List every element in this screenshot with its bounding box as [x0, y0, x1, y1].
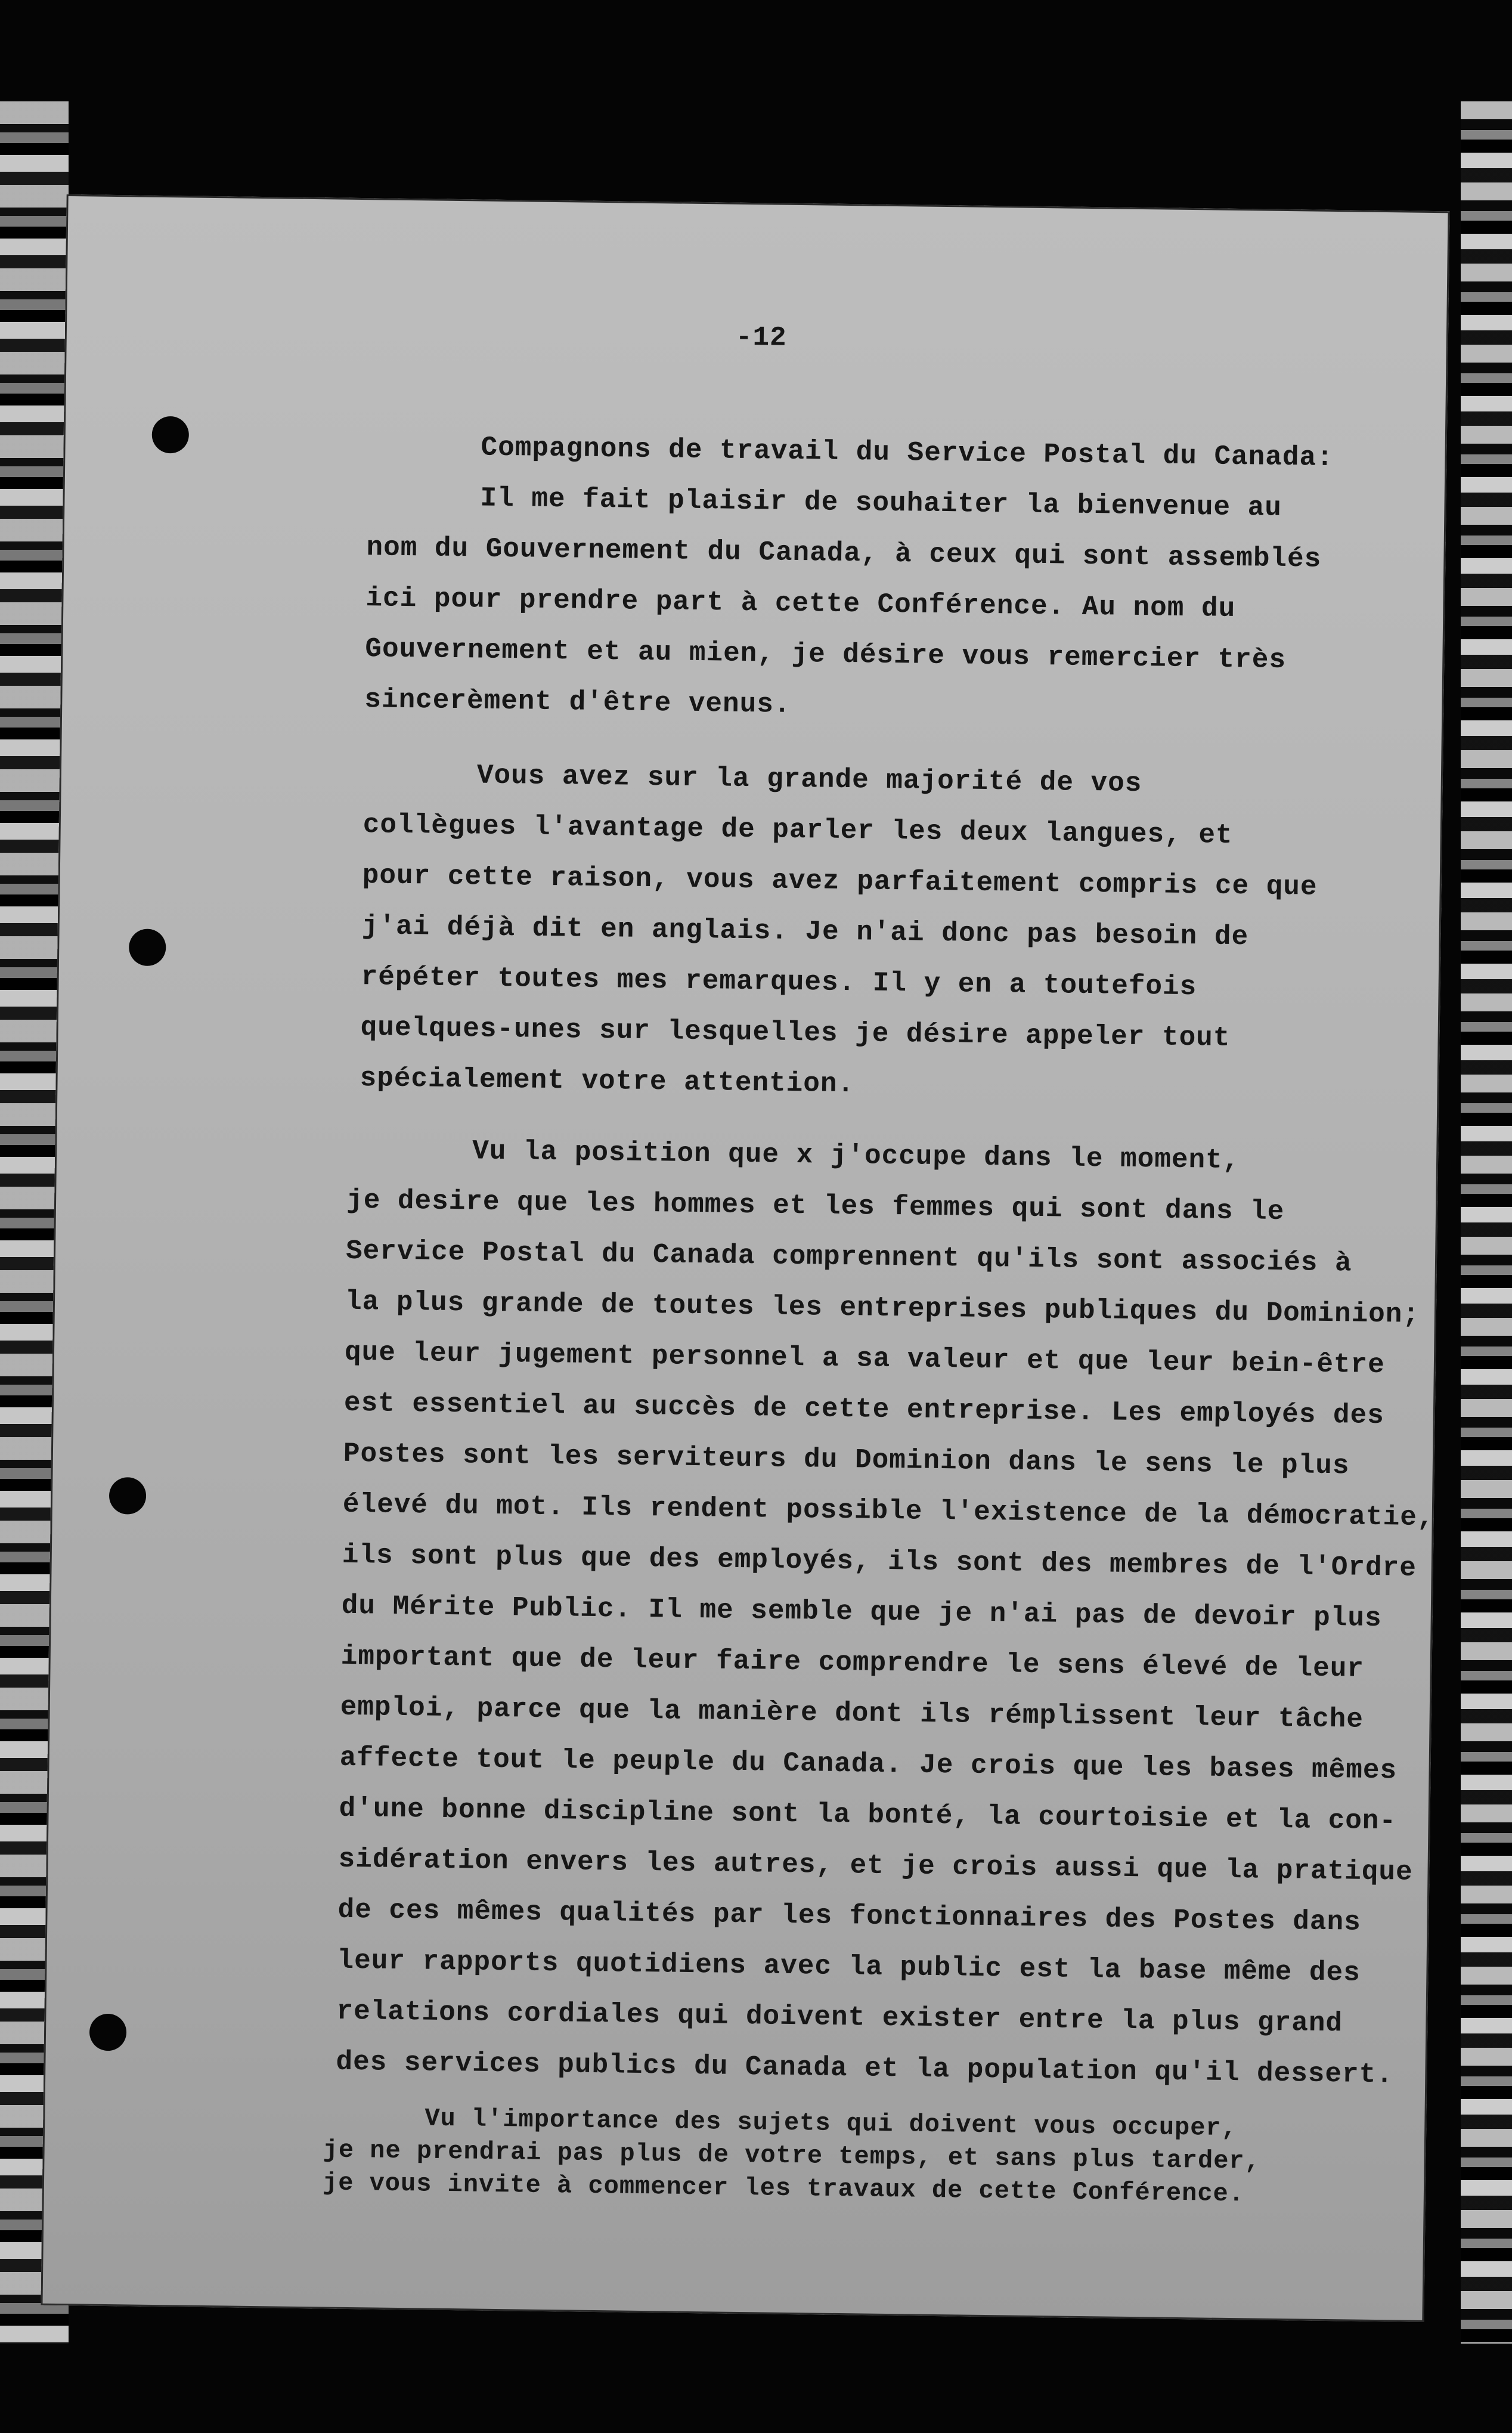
paragraph-line: Postes sont les serviteurs du Dominion dans le sens le plus: [343, 1438, 1350, 1482]
paragraph-line: répéter toutes mes remarques. Il y en a toutefois: [361, 961, 1197, 1003]
paragraph-line: sincerèment d'être venus.: [364, 684, 791, 720]
paragraph-line: je desire que les hommes et les femmes qui sont dans le: [346, 1184, 1285, 1228]
document-page: [41, 194, 1449, 2322]
paragraph-line: leur rapports quotidiens avec la public est la base même des: [337, 1945, 1361, 1989]
paragraph-line: je ne prendrai pas plus de votre temps, et sans plus tarder,: [323, 2135, 1261, 2176]
paragraph-line: de ces mêmes qualités par les fonctionnaires des Postes dans: [337, 1894, 1362, 1938]
paragraph-line: des services publics du Canada et la population qu'il dessert.: [336, 2046, 1394, 2091]
paragraph-line: Vous avez sur la grande majorité de vos: [476, 760, 1142, 800]
paragraph-line: affecte tout le peuple du Canada. Je crois que les bases mêmes: [339, 1742, 1398, 1787]
paragraph-line: ici pour prendre part à cette Conférence. Au nom du: [365, 583, 1236, 624]
paragraph-line: je vous invite à commencer les travaux de cette Conférence.: [322, 2168, 1245, 2209]
paragraph-line: collègues l'avantage de parler les deux langues, et: [362, 809, 1233, 851]
paragraph-line: quelques-unes sur lesquelles je désire appeler tout: [360, 1012, 1231, 1054]
paragraph-line: Gouvernement et au mien, je désire vous remercier très: [365, 633, 1287, 676]
paragraph-line: Vu l'importance des sujets qui doivent vous occuper,: [425, 2104, 1238, 2143]
paragraph-line: est essentiel au succès de cette entreprise. Les employés des: [343, 1387, 1385, 1432]
paragraph-line: du Mérite Public. Il me semble que je n'ai pas de devoir plus: [341, 1590, 1382, 1635]
paragraph-line: Vu la position que x j'occupe dans le moment,: [472, 1135, 1240, 1177]
paragraph-line: nom du Gouvernement du Canada, à ceux qui sont assemblés: [366, 532, 1322, 575]
binder-hole: [89, 2014, 127, 2051]
binder-hole: [151, 416, 189, 454]
page-number: -12: [735, 321, 788, 354]
paragraph-line: relations cordiales qui doivent exister entre la plus grand: [336, 1995, 1343, 2039]
paragraph-line: pour cette raison, vous avez parfaitement compris ce que: [362, 860, 1318, 903]
paragraph-line: sidération envers les autres, et je crois aussi que la pratique: [338, 1843, 1413, 1888]
paragraph-line: élevé du mot. Ils rendent possible l'existence de la démocratie,: [342, 1488, 1434, 1534]
paragraph-line: d'une bonne discipline sont la bonté, la courtoisie et la con-: [339, 1793, 1397, 1837]
paragraph-line: Service Postal du Canada comprennent qu'ils sont associés à: [345, 1235, 1352, 1279]
paragraph-line: ils sont plus que des employés, ils sont des membres de l'Ordre: [342, 1539, 1417, 1584]
paragraph-line: important que de leur faire comprendre le sens élevé de leur: [340, 1640, 1365, 1685]
paragraph-line: Il me fait plaisir de souhaiter la bienvenue au: [480, 482, 1282, 524]
salutation: Compagnons de travail du Service Postal du Canada:: [481, 432, 1334, 473]
paragraph-line: emploi, parce que la manière dont ils rémplissent leur tâche: [340, 1691, 1364, 1735]
film-strip-right: [1461, 101, 1512, 2344]
paragraph-line: la plus grande de toutes les entreprises publiques du Dominion;: [345, 1286, 1420, 1330]
binder-hole: [109, 1477, 147, 1515]
binder-hole: [129, 928, 166, 966]
paragraph-line: spécialement votre attention.: [360, 1063, 855, 1100]
paragraph-line: que leur jugement personnel a sa valeur et que leur bein-être: [344, 1336, 1386, 1381]
paragraph-line: j'ai déjà dit en anglais. Je n'ai donc pas besoin de: [361, 911, 1249, 953]
